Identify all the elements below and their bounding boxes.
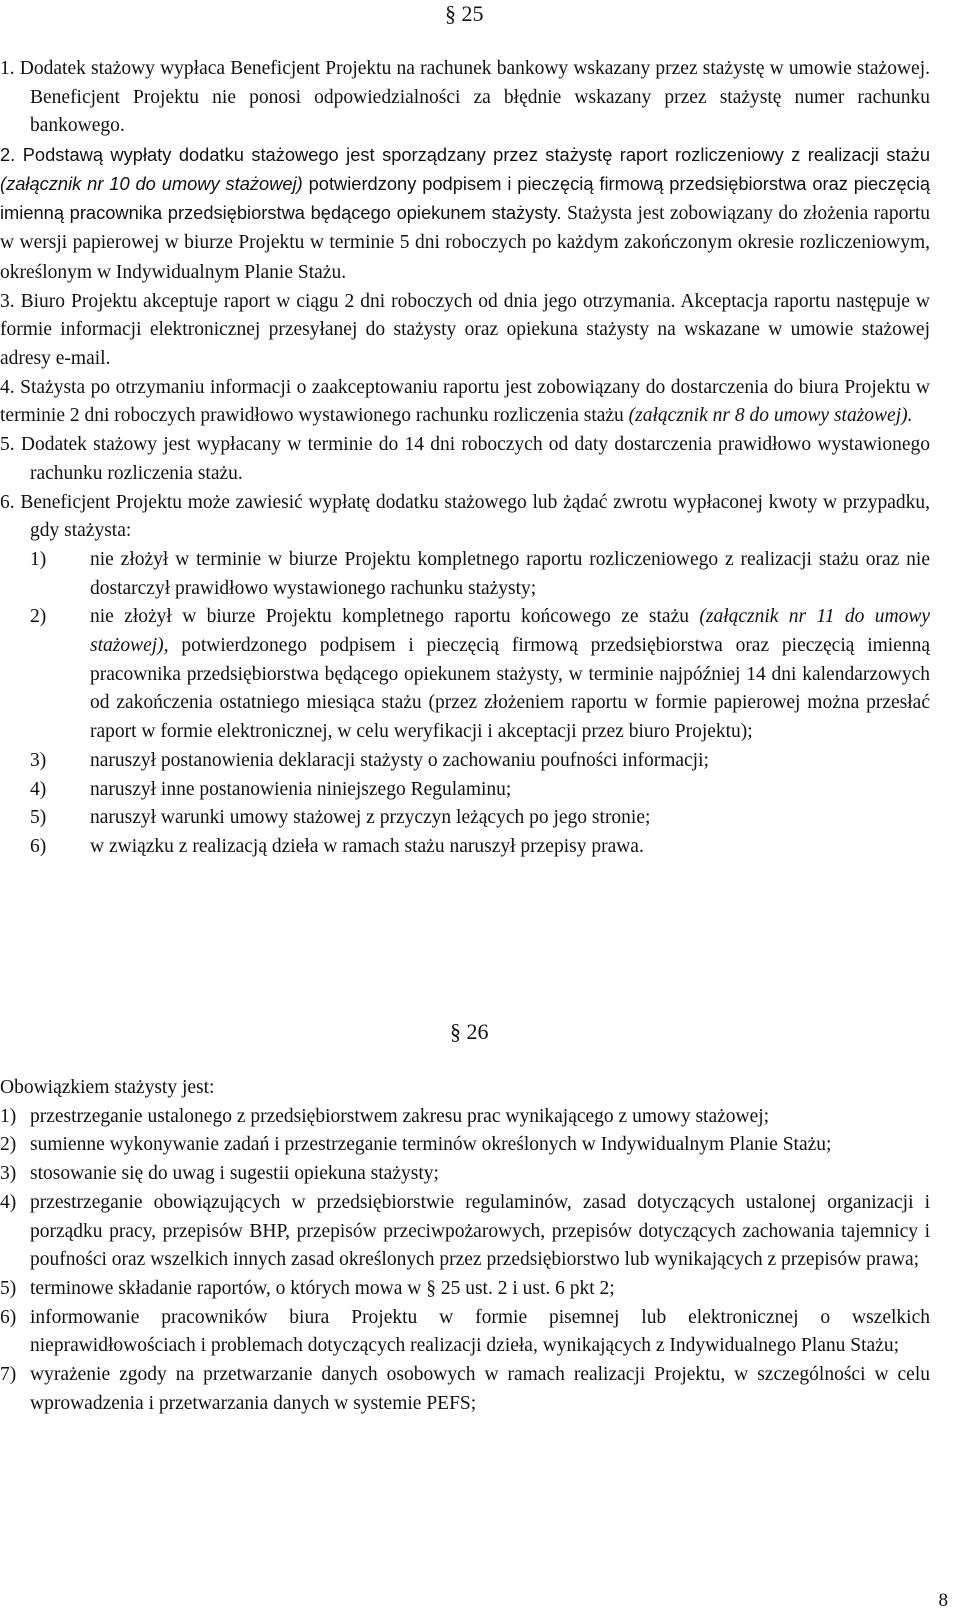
list-item-number: 1) — [0, 1105, 17, 1127]
paragraph-6-list — [0, 546, 930, 862]
list-item-number: 6) — [30, 835, 47, 857]
paragraph-number: 2. — [0, 144, 16, 166]
list-item — [30, 546, 930, 603]
list-item-text: naruszył inne postanowienia niniejszego Regulaminu; — [90, 778, 512, 800]
list-item-number: 3) — [30, 749, 47, 771]
paragraph-text: Podstawą wypłaty dodatku stażowego jest sporządzany przez stażystę raport rozliczeniowy z realizacji stażu — [22, 144, 930, 166]
list-item — [0, 1131, 930, 1160]
list-item-number: 4) — [30, 778, 47, 800]
paragraph-6 — [0, 489, 930, 546]
paragraph-number: 4. — [0, 376, 15, 398]
section-26-intro: Obowiązkiem stażysty jest: — [0, 1077, 215, 1098]
list-item — [30, 804, 930, 833]
list-item-number: 6) — [0, 1306, 17, 1328]
list-item — [0, 1103, 930, 1132]
list-item — [0, 1361, 930, 1418]
list-item — [0, 1189, 930, 1275]
section-26-body — [0, 1074, 930, 1418]
paragraph-text: Beneficjent Projektu może zawiesić wypłatę dodatku stażowego lub żądać zwrotu wypłaconej kwoty w przypadku, gdy stażysta: — [20, 491, 931, 542]
list-item — [30, 776, 930, 805]
paragraph-number: 6. — [0, 491, 15, 513]
paragraph-text: Stażysta po otrzymaniu informacji o zaakceptowaniu raportu jest zobowiązany do dostarczenia do biura Projektu w terminie 2 dni roboczych prawidłowo wystawionego rachunku rozliczenia stażu — [0, 376, 931, 427]
italic-reference: (załącznik nr 8 do umowy stażowej). — [628, 405, 913, 427]
list-item — [30, 747, 930, 776]
list-item-text: przestrzeganie obowiązujących w przedsiębiorstwie regulaminów, zasad dotyczących ustalonej organizacji i porządku pracy, przepisów BHP, przepisów przeciwpożarowych, przepisów dotyczących zachowania tajemnicy i poufności oraz wszelkich innych zasad określonych przez przedsiębiorstwo lub wynikających z przepisów prawa; — [30, 1191, 930, 1271]
list-item-text: nie złożył w biurze Projektu kompletnego raportu końcowego ze stażu — [90, 606, 689, 628]
list-item — [30, 603, 930, 747]
paragraph-number: 1. — [0, 58, 15, 79]
list-item — [0, 1275, 930, 1304]
list-item-text: terminowe składanie raportów, o których mowa w § 25 ust. 2 i ust. 6 pkt 2; — [30, 1277, 615, 1299]
paragraph-text: Dodatek stażowy wypłaca Beneficjent Projektu na rachunek bankowy wskazany przez stażystę w umowie stażowej. Beneficjent Projektu nie ponosi odpowiedzialności za błędnie wskazany przez stażystę numer rachunku bankowego. — [19, 58, 930, 137]
section-26-heading: § 26 — [450, 1019, 489, 1044]
italic-reference: (załącznik nr 11 do umowy stażowej), — [90, 606, 931, 657]
paragraph-text-requirement: Stażysta jest zobowiązany do złożenia raportu w wersji papierowej w biurze Projektu w terminie 5 dni roboczych po każdym zakończonym okresie rozliczeniowym, określonym w Indywidualnym Planie Stażu. — [0, 202, 930, 283]
list-item — [30, 833, 930, 862]
list-item-number: 5) — [30, 807, 47, 829]
paragraph-1 — [0, 55, 930, 141]
paragraph-text: Biuro Projektu akceptuje raport w ciągu 2 dni roboczych od dnia jego otrzymania. Akceptacja raportu następuje w formie informacji elektronicznej przesyłanej do stażysty oraz opiekuna stażysty na wskazane w umowie stażowej adresy e-mail. — [0, 290, 930, 370]
paragraph-3 — [0, 288, 930, 374]
list-item-text: w związku z realizacją dzieła w ramach stażu naruszył przepisy prawa. — [90, 835, 644, 857]
list-item — [0, 1160, 930, 1189]
list-item-number: 2) — [0, 1134, 17, 1156]
list-item-number: 3) — [0, 1163, 17, 1185]
list-item-number: 2) — [30, 606, 47, 628]
list-item-text: przestrzeganie ustalonego z przedsiębiorstwem zakresu prac wynikającego z umowy stażowej; — [30, 1105, 770, 1127]
list-item-text-continued: potwierdzonego podpisem i pieczęcią firmową przedsiębiorstwa oraz pieczęcią imienną pracownika przedsiębiorstwa będącego opiekunem stażysty, w terminie najpóźniej 14 dni kalendarzowych od zakończenia ostatniego miesiąca stażu (przez złożeniem raportu w formie papierowej można przesłać raport w formie elektronicznej, w celu weryfikacji i akceptacji przez biuro Projektu); — [90, 635, 931, 743]
list-item-text: naruszył warunki umowy stażowej z przyczyn leżących po jego stronie; — [90, 807, 651, 829]
paragraph-number: 3. — [0, 290, 15, 312]
list-item-text: naruszył postanowienia deklaracji stażysty o zachowaniu poufności informacji; — [90, 749, 709, 771]
list-item-text: sumienne wykonywanie zadań i przestrzeganie terminów określonych w Indywidualnym Planie Stażu; — [30, 1134, 832, 1156]
paragraph-text-continued: potwierdzony podpisem i pieczęcią firmową przedsiębiorstwa oraz pieczęcią imienną pracownika przedsiębiorstwa będącego opiekunem stażysty. — [0, 172, 930, 223]
list-item-number: 5) — [0, 1277, 17, 1299]
list-item-number: 7) — [0, 1364, 17, 1386]
section-25-body — [0, 55, 930, 862]
paragraph-5 — [0, 431, 930, 488]
section-25-heading: § 25 — [445, 1, 484, 26]
page-number: 8 — [938, 1590, 948, 1612]
paragraph-text: Dodatek stażowy jest wypłacany w terminie do 14 dni roboczych od daty dostarczenia prawidłowo wystawionego rachunku rozliczenia stażu. — [20, 434, 931, 484]
list-item-text: informowanie pracowników biura Projektu w formie pisemnej lub elektronicznej o wszelkich nieprawidłowościach i problemach dotyczących realizacji dzieła, wynikających z Indywidualnego Planu Stażu; — [30, 1306, 930, 1357]
list-item-number: 1) — [30, 548, 47, 570]
paragraph-2 — [0, 141, 930, 288]
paragraph-number: 5. — [0, 434, 15, 456]
italic-reference: (załącznik nr 10 do umowy stażowej) — [0, 172, 303, 194]
list-item-text: wyrażenie zgody na przetwarzanie danych osobowych w ramach realizacji Projektu, w szczególności w celu wprowadzenia i przetwarzania danych w systemie PEFS; — [30, 1364, 930, 1414]
paragraph-4 — [0, 374, 930, 431]
list-item — [0, 1304, 930, 1361]
list-item-text: nie złożył w terminie w biurze Projektu kompletnego raportu rozliczeniowego z realizacji stażu oraz nie dostarczył prawidłowo wystawionego rachunku stażysty; — [90, 548, 930, 599]
list-item-number: 4) — [0, 1191, 17, 1213]
list-item-text: stosowanie się do uwag i sugestii opiekuna stażysty; — [30, 1163, 439, 1185]
